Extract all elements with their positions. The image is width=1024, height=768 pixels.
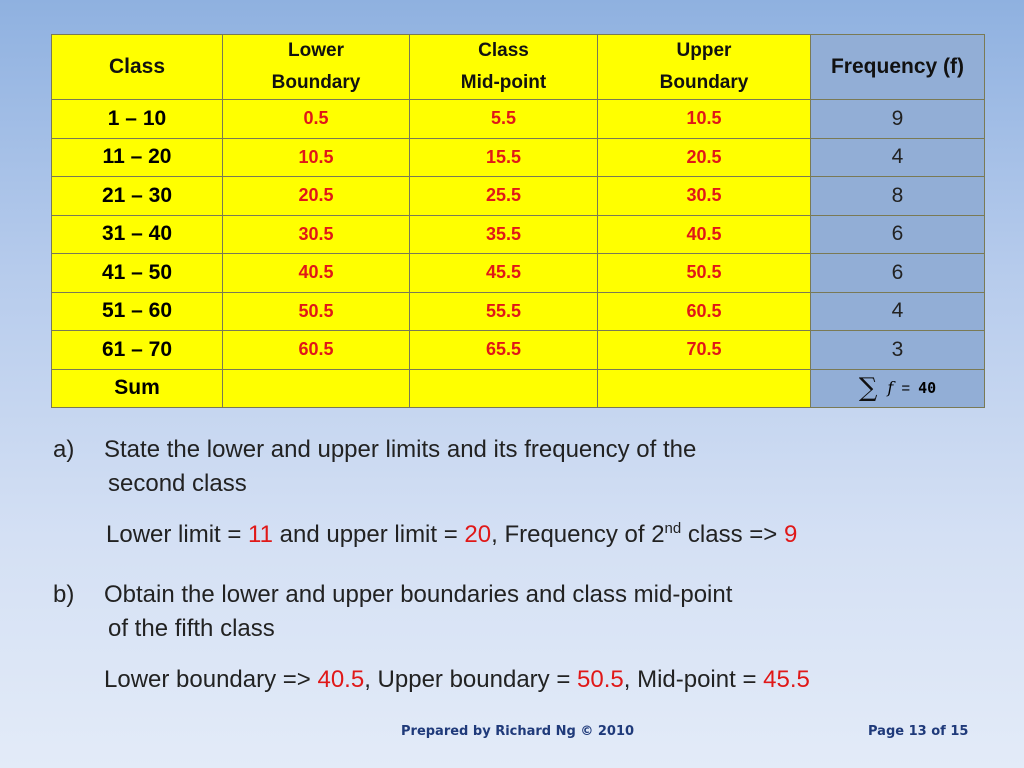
sum-label: Sum [52,369,223,408]
cell-class: 21 – 30 [52,177,223,216]
answer-b-lower-boundary: 40.5 [317,666,365,693]
cell-lower-boundary: 60.5 [223,331,410,370]
header-mid-line2: Mid-point [460,72,547,93]
answer-b-text1: Lower boundary => [104,666,318,693]
question-b-line1: Obtain the lower and upper boundaries and class mid-point [104,581,733,608]
question-a-line1: State the lower and upper limits and its frequency of the [104,436,697,463]
question-a-marker: a) [53,436,75,463]
header-lower-line1: Lower [288,40,344,61]
answer-b-midpoint: 45.5 [763,666,810,693]
cell-frequency: 4 [811,292,985,331]
cell-frequency: 9 [811,100,985,139]
question-b-line2: of the fifth class [108,615,275,642]
table-row [52,138,985,177]
sum-total: 40 [918,379,937,398]
table-row [52,177,985,216]
cell-upper-boundary: 60.5 [598,292,811,331]
question-b-marker: b) [53,581,75,608]
table-row [52,100,985,139]
header-frequency: Frequency (f) [811,35,985,100]
cell-lower-boundary: 10.5 [223,138,410,177]
cell-lower-boundary: 40.5 [223,254,410,293]
cell-frequency: 8 [811,177,985,216]
cell-class: 1 – 10 [52,100,223,139]
cell-class: 41 – 50 [52,254,223,293]
answer-a-frequency: 9 [783,521,798,548]
header-lower-boundary [223,35,410,100]
answer-a [106,521,797,549]
cell-midpoint: 35.5 [410,215,598,254]
sum-frequency [811,369,985,408]
cell-midpoint: 55.5 [410,292,598,331]
cell-class: 51 – 60 [52,292,223,331]
cell-midpoint: 25.5 [410,177,598,216]
cell-frequency: 4 [811,138,985,177]
cell-frequency: 6 [811,215,985,254]
cell-upper-boundary: 40.5 [598,215,811,254]
header-upper-line2: Boundary [659,72,749,93]
answer-a-upper-limit: 20 [464,521,492,548]
sum-equals: = [901,380,911,398]
cell-frequency: 3 [811,331,985,370]
cell-upper-boundary: 30.5 [598,177,811,216]
header-class-midpoint [410,35,598,100]
answer-a-text1: Lower limit = [106,521,249,548]
cell-upper-boundary: 50.5 [598,254,811,293]
cell-class: 61 – 70 [52,331,223,370]
question-a-line2: second class [108,470,247,497]
answer-a-text2: and upper limit = [272,521,465,548]
page-number: Page 13 of 15 [868,724,969,739]
sum-empty-mid [410,369,598,408]
cell-upper-boundary: 20.5 [598,138,811,177]
answer-a-ordinal-suffix: nd [664,520,682,537]
cell-frequency: 6 [811,254,985,293]
cell-upper-boundary: 70.5 [598,331,811,370]
table-row [52,292,985,331]
header-class: Class [52,35,223,100]
table-row [52,331,985,370]
footer-credit: Prepared by Richard Ng © 2010 [401,724,635,739]
table-header-row [52,35,985,100]
header-lower-line2: Boundary [271,72,361,93]
cell-upper-boundary: 10.5 [598,100,811,139]
sum-row [52,369,985,408]
cell-class: 31 – 40 [52,215,223,254]
cell-class: 11 – 20 [52,138,223,177]
cell-lower-boundary: 50.5 [223,292,410,331]
cell-midpoint: 5.5 [410,100,598,139]
sigma-symbol: ∑ [858,373,878,404]
table-row [52,215,985,254]
sum-f-variable: f [887,378,894,398]
sum-empty-upper [598,369,811,408]
cell-midpoint: 65.5 [410,331,598,370]
table-row [52,254,985,293]
cell-midpoint: 45.5 [410,254,598,293]
answer-b-upper-boundary: 50.5 [577,666,624,693]
answer-a-text4: class => [681,521,784,548]
header-upper-line1: Upper [676,40,732,61]
cell-lower-boundary: 30.5 [223,215,410,254]
answer-b [104,666,810,694]
frequency-table [51,34,985,408]
cell-lower-boundary: 20.5 [223,177,410,216]
answer-b-text3: , Mid-point = [623,666,764,693]
answer-a-text3: , Frequency of 2 [491,521,665,548]
answer-a-lower-limit: 11 [248,521,273,548]
header-mid-line1: Class [478,40,529,61]
answer-b-text2: , Upper boundary = [364,666,578,693]
cell-midpoint: 15.5 [410,138,598,177]
header-upper-boundary [598,35,811,100]
cell-lower-boundary: 0.5 [223,100,410,139]
sum-empty-lower [223,369,410,408]
